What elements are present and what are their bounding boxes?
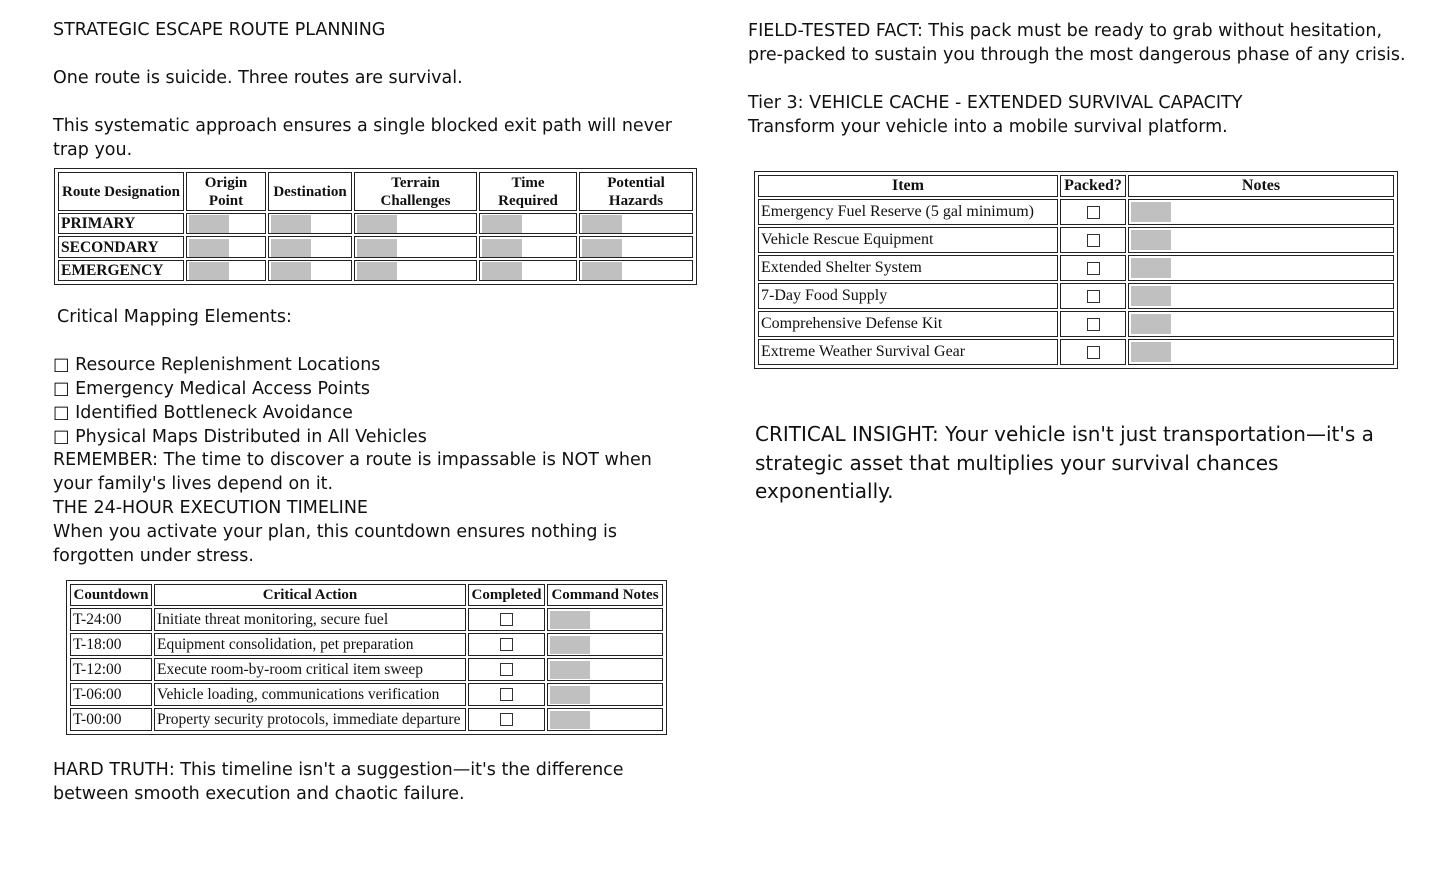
hard-truth-note: HARD TRUTH: This timeline isn't a suggestion—it's the difference between smooth execution and chaotic failure. [53,760,624,804]
header-origin-point: Origin Point [186,172,266,211]
notes-input[interactable] [1128,339,1394,365]
route-label: EMERGENCY [58,260,184,281]
input-cell[interactable] [186,260,266,281]
packed-checkbox[interactable] [1060,283,1126,309]
table-row [758,339,1394,365]
list-item[interactable]: □ Resource Replenishment Locations [53,355,381,375]
item-cell: Emergency Fuel Reserve (5 gal minimum) [758,199,1058,225]
input-cell[interactable] [354,213,477,234]
countdown-cell: T-18:00 [70,633,152,656]
packed-checkbox[interactable] [1060,227,1126,253]
table-row [58,260,693,281]
table-row [70,683,663,706]
input-cell[interactable] [268,236,352,257]
packed-checkbox[interactable] [1060,199,1126,225]
action-cell: Vehicle loading, communications verification [154,683,466,706]
input-cell[interactable] [479,213,577,234]
vehicle-cache-table [754,171,1398,369]
notes-input[interactable] [547,683,663,706]
action-cell: Equipment consolidation, pet preparation [154,633,466,656]
header-command-notes: Command Notes [547,584,663,606]
list-item[interactable]: □ Identified Bottleneck Avoidance [53,403,353,423]
table-row [70,633,663,656]
tier-heading: Tier 3: VEHICLE CACHE - EXTENDED SURVIVAL CAPACITY [748,93,1243,113]
notes-input[interactable] [547,633,663,656]
timeline-table [66,580,667,735]
input-cell[interactable] [268,260,352,281]
packed-checkbox[interactable] [1060,255,1126,281]
header-destination: Destination [268,172,352,211]
header-time-required: Time Required [479,172,577,211]
route-planning-heading: STRATEGIC ESCAPE ROUTE PLANNING [53,20,386,40]
action-cell: Initiate threat monitoring, secure fuel [154,608,466,631]
mapping-checklist [53,353,427,449]
routes-table-header [58,172,693,211]
completed-checkbox[interactable] [468,708,545,731]
route-label: SECONDARY [58,236,184,257]
route-intro: This systematic approach ensures a single blocked exit path will never trap you. [53,116,672,160]
completed-checkbox[interactable] [468,608,545,631]
critical-insight: CRITICAL INSIGHT: Your vehicle isn't just transportation—it's a strategic asset that multiplies your survival chances exponentially. [755,422,1374,503]
mapping-heading: Critical Mapping Elements: [57,307,292,327]
header-critical-action: Critical Action [154,584,466,606]
notes-input[interactable] [547,708,663,731]
packed-checkbox[interactable] [1060,339,1126,365]
input-cell[interactable] [354,260,477,281]
remember-note: REMEMBER: The time to discover a route is impassable is NOT when your family's lives depend on it. [53,450,652,494]
table-row [758,255,1394,281]
table-row [70,658,663,681]
table-row [58,213,693,234]
route-tagline: One route is suicide. Three routes are survival. [53,68,463,88]
routes-table [54,168,697,285]
input-cell[interactable] [354,236,477,257]
notes-input[interactable] [1128,199,1394,225]
countdown-cell: T-24:00 [70,608,152,631]
countdown-cell: T-00:00 [70,708,152,731]
completed-checkbox[interactable] [468,633,545,656]
item-cell: Comprehensive Defense Kit [758,311,1058,337]
countdown-cell: T-06:00 [70,683,152,706]
header-completed: Completed [468,584,545,606]
action-cell: Execute room-by-room critical item sweep [154,658,466,681]
timeline-table-header [70,584,663,606]
tier-intro: Transform your vehicle into a mobile survival platform. [748,117,1228,137]
input-cell[interactable] [479,236,577,257]
route-label: PRIMARY [58,213,184,234]
packed-checkbox[interactable] [1060,311,1126,337]
header-countdown: Countdown [70,584,152,606]
notes-input[interactable] [1128,311,1394,337]
list-item[interactable]: □ Physical Maps Distributed in All Vehicles [53,427,427,447]
item-cell: 7-Day Food Supply [758,283,1058,309]
table-row [70,608,663,631]
list-item[interactable]: □ Emergency Medical Access Points [53,379,371,399]
table-row [758,199,1394,225]
header-route-designation: Route Designation [58,172,184,211]
timeline-intro: When you activate your plan, this countdown ensures nothing is forgotten under stress. [53,522,618,566]
item-cell: Vehicle Rescue Equipment [758,227,1058,253]
item-cell: Extreme Weather Survival Gear [758,339,1058,365]
field-tested-fact: FIELD-TESTED FACT: This pack must be ready to grab without hesitation, pre-packed to sustain you through the most dangerous phase of any crisis. [748,21,1406,65]
notes-input[interactable] [547,608,663,631]
header-packed: Packed? [1060,175,1126,197]
action-cell: Property security protocols, immediate departure [154,708,466,731]
header-item: Item [758,175,1058,197]
input-cell[interactable] [579,260,693,281]
item-cell: Extended Shelter System [758,255,1058,281]
input-cell[interactable] [479,260,577,281]
table-row [70,708,663,731]
notes-input[interactable] [1128,283,1394,309]
table-row [58,236,693,257]
input-cell[interactable] [579,213,693,234]
timeline-heading: THE 24-HOUR EXECUTION TIMELINE [53,498,368,518]
table-row [758,227,1394,253]
table-row [758,283,1394,309]
header-potential-hazards: Potential Hazards [579,172,693,211]
input-cell[interactable] [579,236,693,257]
completed-checkbox[interactable] [468,683,545,706]
input-cell[interactable] [268,213,352,234]
header-notes: Notes [1128,175,1394,197]
notes-input[interactable] [1128,255,1394,281]
input-cell[interactable] [186,236,266,257]
table-row [758,311,1394,337]
completed-checkbox[interactable] [468,658,545,681]
header-terrain-challenges: Terrain Challenges [354,172,477,211]
cache-table-header [758,175,1394,197]
countdown-cell: T-12:00 [70,658,152,681]
notes-input[interactable] [1128,227,1394,253]
notes-input[interactable] [547,658,663,681]
input-cell[interactable] [186,213,266,234]
